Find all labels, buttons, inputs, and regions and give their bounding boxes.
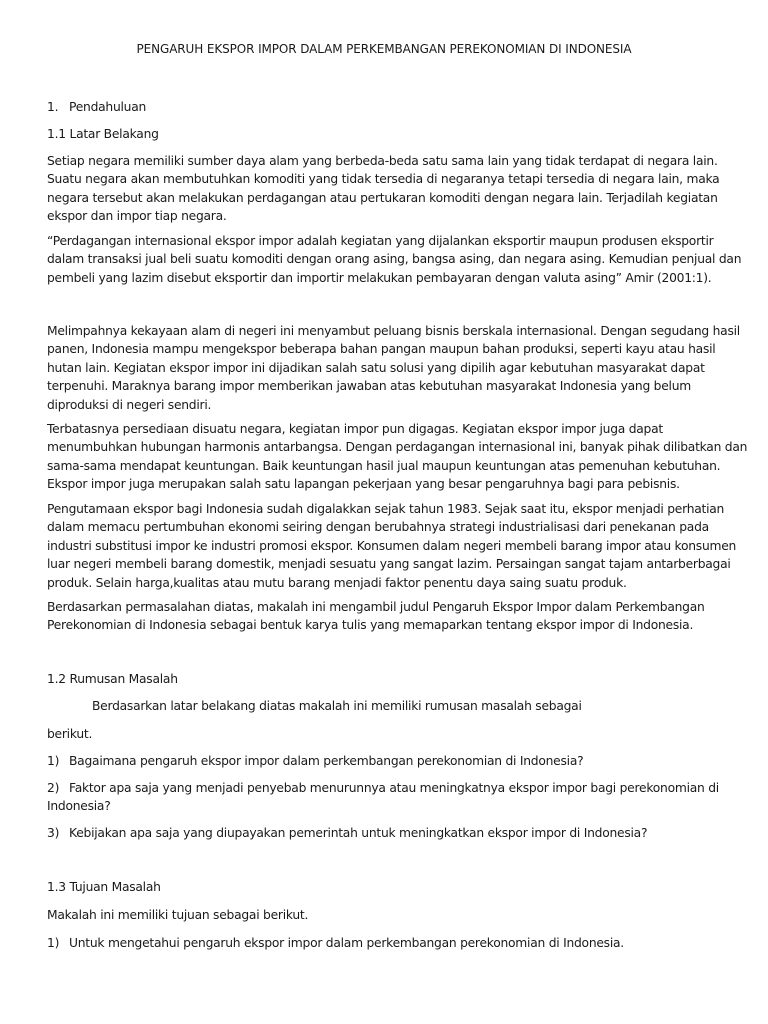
text-line: Faktor apa saja yang menjadi penyebab menurunnya atau meningkatnya ekspor impor bagi perekonomian di bbox=[69, 781, 719, 795]
text-line: Untuk mengetahui pengaruh ekspor impor dalam perkembangan perekonomian di Indonesia. bbox=[69, 936, 624, 950]
text-line: 1.3 Tujuan Masalah bbox=[47, 880, 161, 894]
text-line: Terbatasnya persediaan disuatu negara, kegiatan impor pun digagas. Kegiatan ekspor impor juga dapat bbox=[47, 422, 663, 436]
tujuan-item-1 bbox=[47, 934, 747, 952]
subheading-latar-belakang bbox=[47, 125, 747, 143]
text-line: “Perdagangan internasional ekspor impor adalah kegiatan yang dijalankan eksportir maupun produsen eksportir bbox=[47, 234, 714, 248]
text-line: Berdasarkan latar belakang diatas makalah ini memiliki rumusan masalah sebagai bbox=[92, 699, 582, 713]
list-number: 2) bbox=[47, 781, 60, 795]
text-line: Suatu negara akan membutuhkan komoditi yang tidak tersedia di negaranya tetapi tersedia di negara lain, maka bbox=[47, 172, 720, 187]
text-line: menumbuhkan hubungan harmonis antarbangsa. Dengan perdagangan internasional ini, banyak pihak dilibatkan dan bbox=[47, 440, 748, 455]
text-line bbox=[47, 824, 747, 842]
paragraph-6 bbox=[47, 598, 747, 635]
subheading-tujuan-masalah bbox=[47, 878, 747, 896]
text-line: ekspor dan impor tiap negara. bbox=[47, 209, 227, 224]
list-number: 1) bbox=[47, 936, 60, 950]
paragraph-2-quote bbox=[47, 232, 747, 287]
paragraph-4 bbox=[47, 420, 747, 494]
text-line bbox=[47, 934, 747, 952]
text-line: Melimpahnya kekayaan alam di negeri ini menyambut peluang bisnis berskala internasional. Dengan segudang hasil bbox=[47, 324, 740, 338]
text-line bbox=[47, 779, 747, 797]
text-line: Setiap negara memiliki sumber daya alam yang berbeda-beda satu sama lain yang tidak terdapat di negara lain. bbox=[47, 154, 718, 168]
text-line: 1.1 Latar Belakang bbox=[47, 127, 159, 141]
section-heading-pendahuluan bbox=[47, 98, 747, 116]
rumusan-intro-continued bbox=[47, 725, 747, 743]
text-line: Ekspor impor juga merupakan salah satu lapangan pekerjaan yang besar pengaruhnya bagi para pebisnis. bbox=[47, 477, 680, 492]
rumusan-item-3 bbox=[47, 824, 747, 842]
text-line: Indonesia? bbox=[47, 799, 111, 814]
rumusan-intro bbox=[92, 697, 768, 715]
text-line: industri substitusi impor ke industri promosi ekspor. Konsumen dalam negeri membeli barang impor atau konsumen bbox=[47, 538, 737, 553]
list-number: 3) bbox=[47, 826, 60, 840]
paragraph-1 bbox=[47, 152, 747, 226]
text-line: Makalah ini memiliki tujuan sebagai berikut. bbox=[47, 908, 309, 922]
list-number: 1) bbox=[47, 754, 60, 768]
paragraph-5 bbox=[47, 500, 747, 592]
text-line: dalam memacu pertumbuhan ekonomi seiring dengan berubahnya strategi industrialisasi dari penekanan pada bbox=[47, 520, 709, 535]
text-line bbox=[47, 752, 747, 770]
text-line: terpenuhi. Maraknya barang impor memberikan jawaban atas kebutuhan masyarakat Indonesia yang belum bbox=[47, 379, 691, 394]
paragraph-3 bbox=[47, 322, 747, 414]
rumusan-item-2 bbox=[47, 779, 747, 816]
text-line: Kebijakan apa saja yang diupayakan pemerintah untuk meningkatkan ekspor impor di Indonesia? bbox=[69, 826, 648, 840]
text-line: 1.2 Rumusan Masalah bbox=[47, 672, 178, 686]
text-line: berikut. bbox=[47, 727, 93, 741]
subheading-rumusan-masalah bbox=[47, 670, 747, 688]
text-line: dalam transaksi jual beli suatu komoditi dengan orang asing, bangsa asing, dan negara asing. Kemudian penjual dan bbox=[47, 252, 742, 267]
text-line: negara tersebut akan melakukan perdagangan atau pertukaran komoditi dengan negara lain. Terjadilah kegiatan bbox=[47, 190, 718, 205]
document-title: PENGARUH EKSPOR IMPOR DALAM PERKEMBANGAN PEREKONOMIAN DI INDONESIA bbox=[136, 42, 632, 56]
tujuan-intro bbox=[47, 906, 747, 924]
text-line: luar negeri membeli barang domestik, menjadi sesuatu yang sangat lazim. Persaingan sangat tajam antarberbagai bbox=[47, 557, 731, 572]
text-line: Bagaimana pengaruh ekspor impor dalam perkembangan perekonomian di Indonesia? bbox=[69, 754, 584, 768]
section-label: Pendahuluan bbox=[69, 100, 147, 114]
section-number: 1. bbox=[47, 100, 59, 114]
text-line: produk. Selain harga,kualitas atau mutu barang menjadi faktor penentu daya saing suatu produk. bbox=[47, 575, 627, 590]
text-line: pembeli yang lazim disebut eksportir dan importir melakukan pembayaran dengan valuta asing” Amir (2001:1). bbox=[47, 270, 712, 285]
text-line: diproduksi di negeri sendiri. bbox=[47, 397, 212, 412]
text-line: sama-sama mendapat keuntungan. Baik keuntungan hasil jual maupun keuntungan atas pemenuhan kebutuhan. bbox=[47, 458, 721, 473]
text-line: Perekonomian di Indonesia sebagai bentuk karya tulis yang memaparkan tentang ekspor impor di Indonesia. bbox=[47, 618, 694, 633]
text-line: panen, Indonesia mampu mengekspor beberapa bahan pangan maupun bahan produksi, seperti kayu atau hasil bbox=[47, 342, 716, 357]
rumusan-item-1 bbox=[47, 752, 747, 770]
text-line: hutan lain. Kegiatan ekspor impor ini dijadikan salah satu solusi yang dipilih agar kebutuhan masyarakat dapat bbox=[47, 360, 705, 375]
text-line bbox=[47, 98, 747, 116]
text-line: Pengutamaan ekspor bagi Indonesia sudah digalakkan sejak tahun 1983. Sejak saat itu, ekspor menjadi perhatian bbox=[47, 502, 725, 516]
text-line: Berdasarkan permasalahan diatas, makalah ini mengambil judul Pengaruh Ekspor Impor dalam Perkembangan bbox=[47, 600, 705, 614]
